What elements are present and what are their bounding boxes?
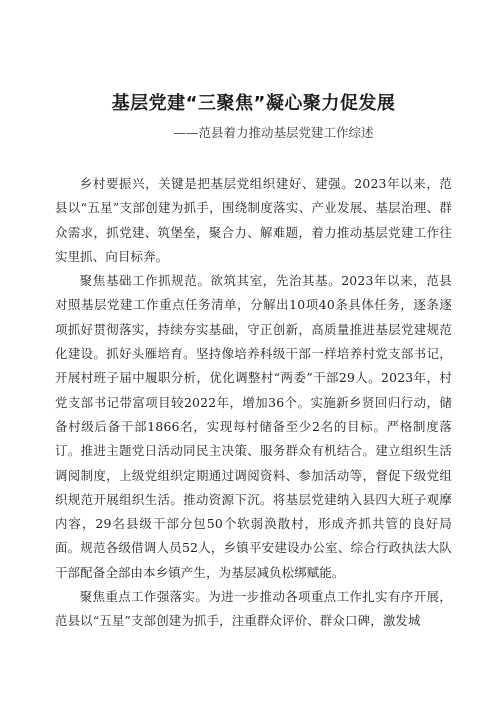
document-title: 基层党建“三聚焦”凝心聚力促发展 <box>111 93 396 114</box>
document-body <box>55 172 452 634</box>
paragraph-key-work: 聚焦重点工作强落实。为进一步推动各项重点工作扎实有序开展，范县以“五星”支部创建为抓手，注重群众评价、群众口碑，激发城 <box>55 589 452 629</box>
document-subtitle: ——范县着力推动基层党建工作综述 <box>173 125 374 140</box>
paragraph-intro: 乡村要振兴，关键是把基层党组织建好、建强。2023年以来，范县以“五星”支部创建为抓手，围绕制度落实、产业发展、基层治理、群众需求，抓党建、筑堡垒，聚合力、解难题，着力推动基层党建工作往实里抓、向目标奔。 <box>55 176 452 264</box>
paragraph-basic-work: 聚焦基础工作抓规范。欲筑其室，先治其基。2023年以来，范县对照基层党建工作重点任务清单，分解出10项40条具体任务，逐条逐项抓好贯彻落实，持续夯实基础，守正创新，高质量推进基层党建规范化建设。抓好头雁培育。坚持像培养科级干部一样培养村党支部书记，开展村班子届中履职分析，优化调整村“两委”干部29人。2023年，村党支部书记带富项目较2022年，增加36个。实施新乡贤回归行动，储备村级后备干部1866名，实现每村储备至少2名的目标。严格制度落订。推进主题党日活动同民主决策、服务群众有机结合。建立组织生活调阅制度，上级党组织定期通过调阅资料、参加活动等，督促下级党组织规范开展组织生活。推动资源下沉。将基层党建纳入县四大班子观摩内容，29名县级干部分包50个软弱涣散村，形成齐抓共管的良好局面。规范各级借调人员52人，乡镇平安建设办公室、综合行政执法大队干部配备全部由本乡镇产生，为基层减负松绑赋能。 <box>55 273 452 580</box>
